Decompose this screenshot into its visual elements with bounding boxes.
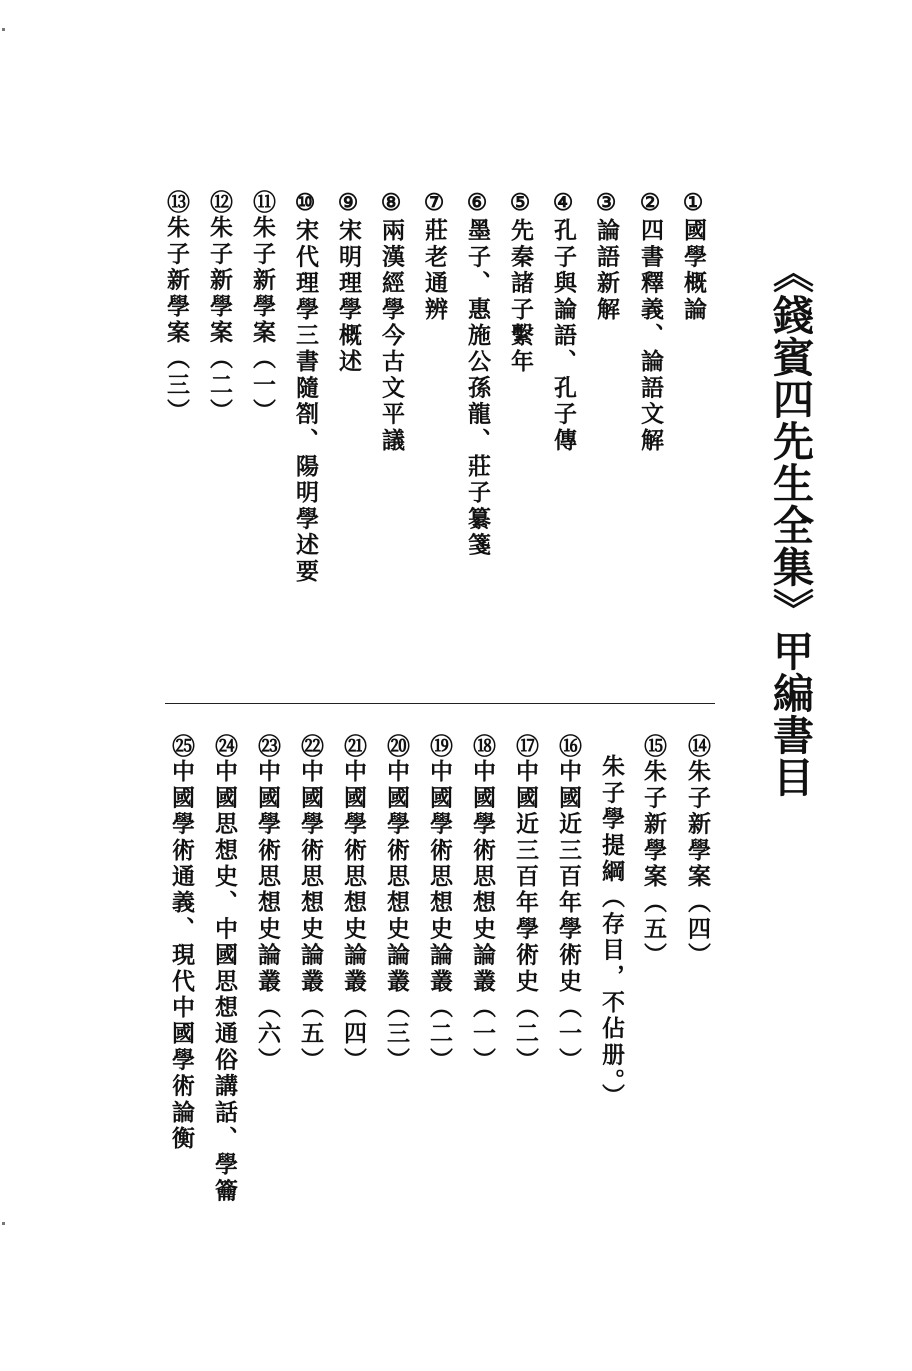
entry-number: ⑫ [206,190,233,213]
lower-entry-15 [638,734,668,969]
lower-entry-24 [209,734,239,1204]
entry-number: ⑱ [469,734,496,757]
entry-title: 中國學術思想史論叢（四） [340,759,367,1074]
upper-entry-5 [505,190,535,375]
entry-title: 朱子新學案（一） [249,215,276,425]
entry-number: ㉓ [254,734,281,757]
entry-number: ⑯ [555,734,582,757]
upper-entry-8 [376,190,406,454]
entry-title: 兩漢經學今古文平議 [378,218,405,454]
entry-number: ① [680,190,707,216]
lower-entry-22 [295,734,325,1073]
entry-number: ⑨ [335,190,362,216]
scan-edge-mark [2,28,5,31]
entry-number: ⑰ [512,734,539,757]
entry-title: 論語新解 [593,218,620,323]
upper-entry-3 [591,190,621,323]
entry-title: 中國近三百年學術史（二） [512,759,539,1074]
entry-number: ㉕ [168,734,195,757]
entry-number: ㉑ [340,734,367,757]
entry-number: ⑮ [640,734,667,757]
entry-number: ② [637,190,664,216]
entry-title: 朱子學提綱（存目，不佔册。） [598,754,625,1110]
entry-number: ⑤ [507,190,534,216]
entry-number: ⑦ [421,190,448,216]
entry-title: 中國學術思想史論叢（五） [297,759,324,1074]
entry-title: 宋明理學概述 [335,218,362,376]
lower-entry-15-note [596,754,626,1109]
section-divider [165,703,715,704]
entry-title: 朱子新學案（二） [206,215,233,425]
entry-number: ⑩ [292,190,319,216]
entry-number: ⑬ [163,190,190,213]
entry-title: 孔子與論語、孔子傳 [550,218,577,454]
lower-entry-19 [424,734,454,1073]
entry-title: 國學概論 [680,218,707,323]
entry-title: 中國學術思想史論叢（六） [254,759,281,1074]
entry-number: ㉔ [211,734,238,757]
upper-entry-10 [290,190,320,585]
lower-entry-21 [338,734,368,1073]
entry-number: ⑥ [464,190,491,216]
entry-number: ⑧ [378,190,405,216]
scan-edge-mark [2,1222,5,1225]
entry-title: 朱子新學案（三） [163,215,190,425]
entry-title: 中國學術思想史論叢（三） [383,759,410,1074]
entry-number: ④ [550,190,577,216]
entry-title: 中國學術思想史論叢（二） [426,759,453,1074]
entry-title: 墨子、惠施公孫龍、莊子纂箋 [464,218,491,559]
lower-entry-25 [166,734,196,1152]
entry-number: ㉒ [297,734,324,757]
upper-entry-4 [548,190,578,454]
entry-title: 宋代理學三書隨劄、陽明學述要 [292,218,319,585]
entry-title: 四書釋義、論語文解 [637,218,664,454]
upper-entry-12 [204,190,234,425]
entry-number: ⑳ [383,734,410,757]
lower-entry-18 [467,734,497,1073]
page-title: 《錢賓四先生全集》甲編書目 [766,252,814,798]
upper-entry-6 [462,190,492,559]
entry-number: ③ [593,190,620,216]
entry-number: ⑲ [426,734,453,757]
upper-entry-2 [635,190,665,454]
lower-entry-23 [252,734,282,1073]
lower-entry-14 [682,734,712,969]
entry-title: 中國學術通義、現代中國學術論衡 [168,759,195,1152]
entry-title: 中國思想史、中國思想通俗講話、學籥 [211,759,238,1205]
upper-entry-11 [247,190,277,425]
upper-entry-7 [419,190,449,323]
upper-entry-9 [333,190,363,375]
entry-title: 先秦諸子繫年 [507,218,534,376]
entry-title: 朱子新學案（四） [684,759,711,969]
lower-entry-17 [510,734,540,1073]
entry-title: 中國近三百年學術史（一） [555,759,582,1074]
entry-title: 莊老通辨 [421,218,448,323]
upper-entry-13 [161,190,191,425]
lower-entry-20 [381,734,411,1073]
entry-title: 中國學術思想史論叢（一） [469,759,496,1074]
entry-number: ⑭ [684,734,711,757]
upper-entry-1 [678,190,708,323]
lower-entry-16 [553,734,583,1073]
entry-number: ⑪ [249,190,276,213]
entry-title: 朱子新學案（五） [640,759,667,969]
